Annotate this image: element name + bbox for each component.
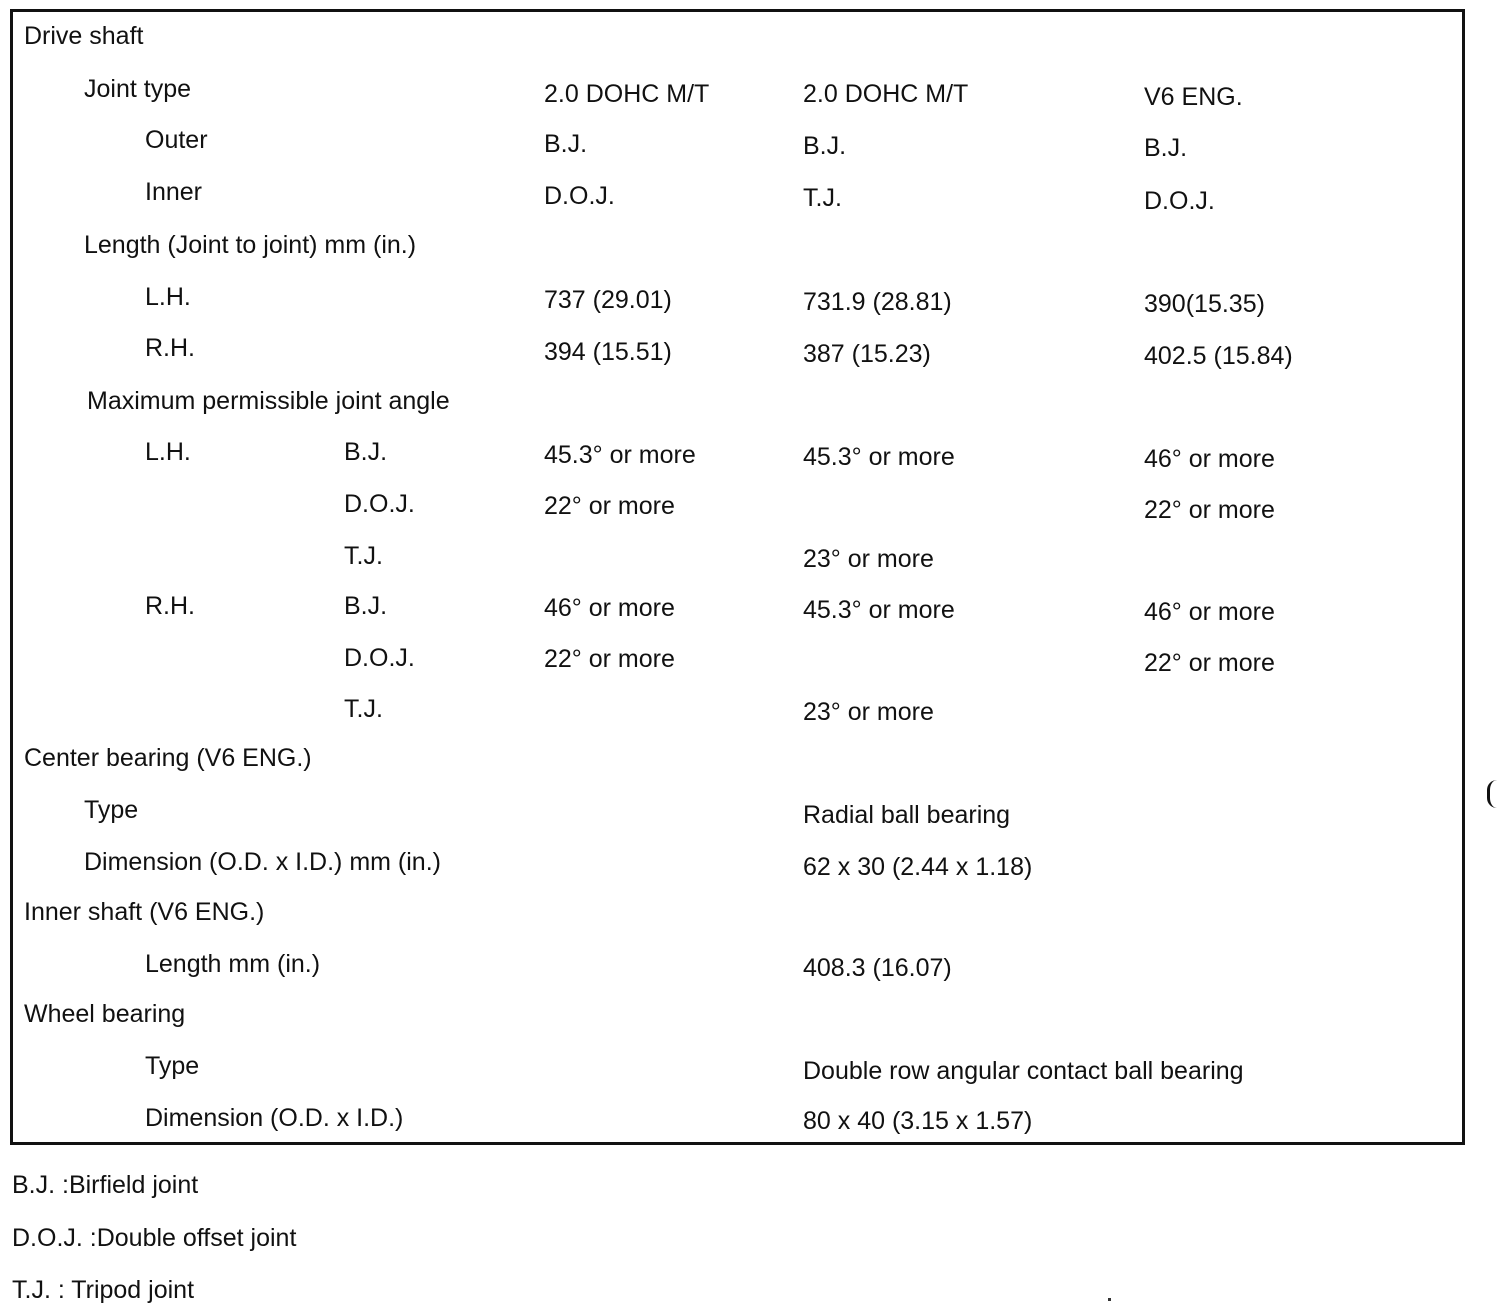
scan-speck xyxy=(1108,1298,1111,1301)
angle-lh-bj-value-2: 45.3° or more xyxy=(803,443,955,471)
margin-bracket-mark xyxy=(1487,780,1498,808)
wheel-bearing-dimension-value: 80 x 40 (3.15 x 1.57) xyxy=(803,1107,1033,1135)
inner-shaft-length-label: Length mm (in.) xyxy=(145,950,321,978)
legend-doj: D.O.J. :Double offset joint xyxy=(12,1224,297,1252)
angle-lh-bj-value-1: 45.3° or more xyxy=(544,441,696,469)
length-rh-value-3: 402.5 (15.84) xyxy=(1144,342,1293,370)
inner-label: Inner xyxy=(145,178,202,206)
legend-bj: B.J. :Birfield joint xyxy=(12,1171,199,1199)
angle-lh-doj-value-1: 22° or more xyxy=(544,492,675,520)
wheel-bearing-type-label: Type xyxy=(145,1052,200,1080)
max-angle-label: Maximum permissible joint angle xyxy=(87,387,450,415)
angle-rh-label: R.H. xyxy=(145,592,195,620)
length-lh-value-2: 731.9 (28.81) xyxy=(803,288,952,316)
angle-rh-doj-value-3: 22° or more xyxy=(1144,649,1275,677)
angle-lh-label: L.H. xyxy=(145,438,191,466)
inner-value-1: D.O.J. xyxy=(544,182,615,210)
center-bearing-type-label: Type xyxy=(84,796,139,824)
length-label: Length (Joint to joint) mm (in.) xyxy=(84,231,417,259)
angle-rh-bj-value-2: 45.3° or more xyxy=(803,596,955,624)
inner-value-2: T.J. xyxy=(803,184,842,212)
section-title-wheel-bearing: Wheel bearing xyxy=(24,1000,186,1028)
angle-rh-bj-value-3: 46° or more xyxy=(1144,598,1275,626)
outer-value-3: B.J. xyxy=(1144,134,1188,162)
wheel-bearing-type-value: Double row angular contact ball bearing xyxy=(803,1057,1244,1085)
outer-value-2: B.J. xyxy=(803,132,847,160)
angle-lh-bj-value-3: 46° or more xyxy=(1144,445,1275,473)
inner-value-3: D.O.J. xyxy=(1144,187,1215,215)
length-rh-label: R.H. xyxy=(145,334,195,362)
section-title-inner-shaft: Inner shaft (V6 ENG.) xyxy=(24,898,265,926)
angle-rh-bj-label: B.J. xyxy=(344,592,388,620)
angle-rh-doj-value-1: 22° or more xyxy=(544,645,675,673)
angle-lh-tj-value-2: 23° or more xyxy=(803,545,934,573)
outer-label: Outer xyxy=(145,126,208,154)
angle-rh-doj-label: D.O.J. xyxy=(344,644,415,672)
length-lh-label: L.H. xyxy=(145,283,191,311)
angle-rh-tj-value-2: 23° or more xyxy=(803,698,934,726)
center-bearing-type-value: Radial ball bearing xyxy=(803,801,1011,829)
angle-lh-doj-label: D.O.J. xyxy=(344,490,415,518)
wheel-bearing-dimension-label: Dimension (O.D. x I.D.) xyxy=(145,1104,404,1132)
center-bearing-dimension-value: 62 x 30 (2.44 x 1.18) xyxy=(803,853,1033,881)
section-title-center-bearing: Center bearing (V6 ENG.) xyxy=(24,744,312,772)
length-lh-value-1: 737 (29.01) xyxy=(544,286,672,314)
center-bearing-dimension-label: Dimension (O.D. x I.D.) mm (in.) xyxy=(84,848,441,876)
length-rh-value-2: 387 (15.23) xyxy=(803,340,931,368)
section-title-drive-shaft: Drive shaft xyxy=(24,22,144,50)
inner-shaft-length-value: 408.3 (16.07) xyxy=(803,954,952,982)
column-header-2: 2.0 DOHC M/T xyxy=(803,80,969,108)
legend-tj: T.J. : Tripod joint xyxy=(12,1276,195,1304)
angle-lh-bj-label: B.J. xyxy=(344,438,388,466)
joint-type-label: Joint type xyxy=(84,75,192,103)
length-lh-value-3: 390(15.35) xyxy=(1144,290,1265,318)
column-header-1: 2.0 DOHC M/T xyxy=(544,80,710,108)
outer-value-1: B.J. xyxy=(544,130,588,158)
angle-lh-doj-value-3: 22° or more xyxy=(1144,496,1275,524)
angle-rh-tj-label: T.J. xyxy=(344,695,383,723)
angle-lh-tj-label: T.J. xyxy=(344,542,383,570)
length-rh-value-1: 394 (15.51) xyxy=(544,338,672,366)
angle-rh-bj-value-1: 46° or more xyxy=(544,594,675,622)
column-header-3: V6 ENG. xyxy=(1144,83,1243,111)
